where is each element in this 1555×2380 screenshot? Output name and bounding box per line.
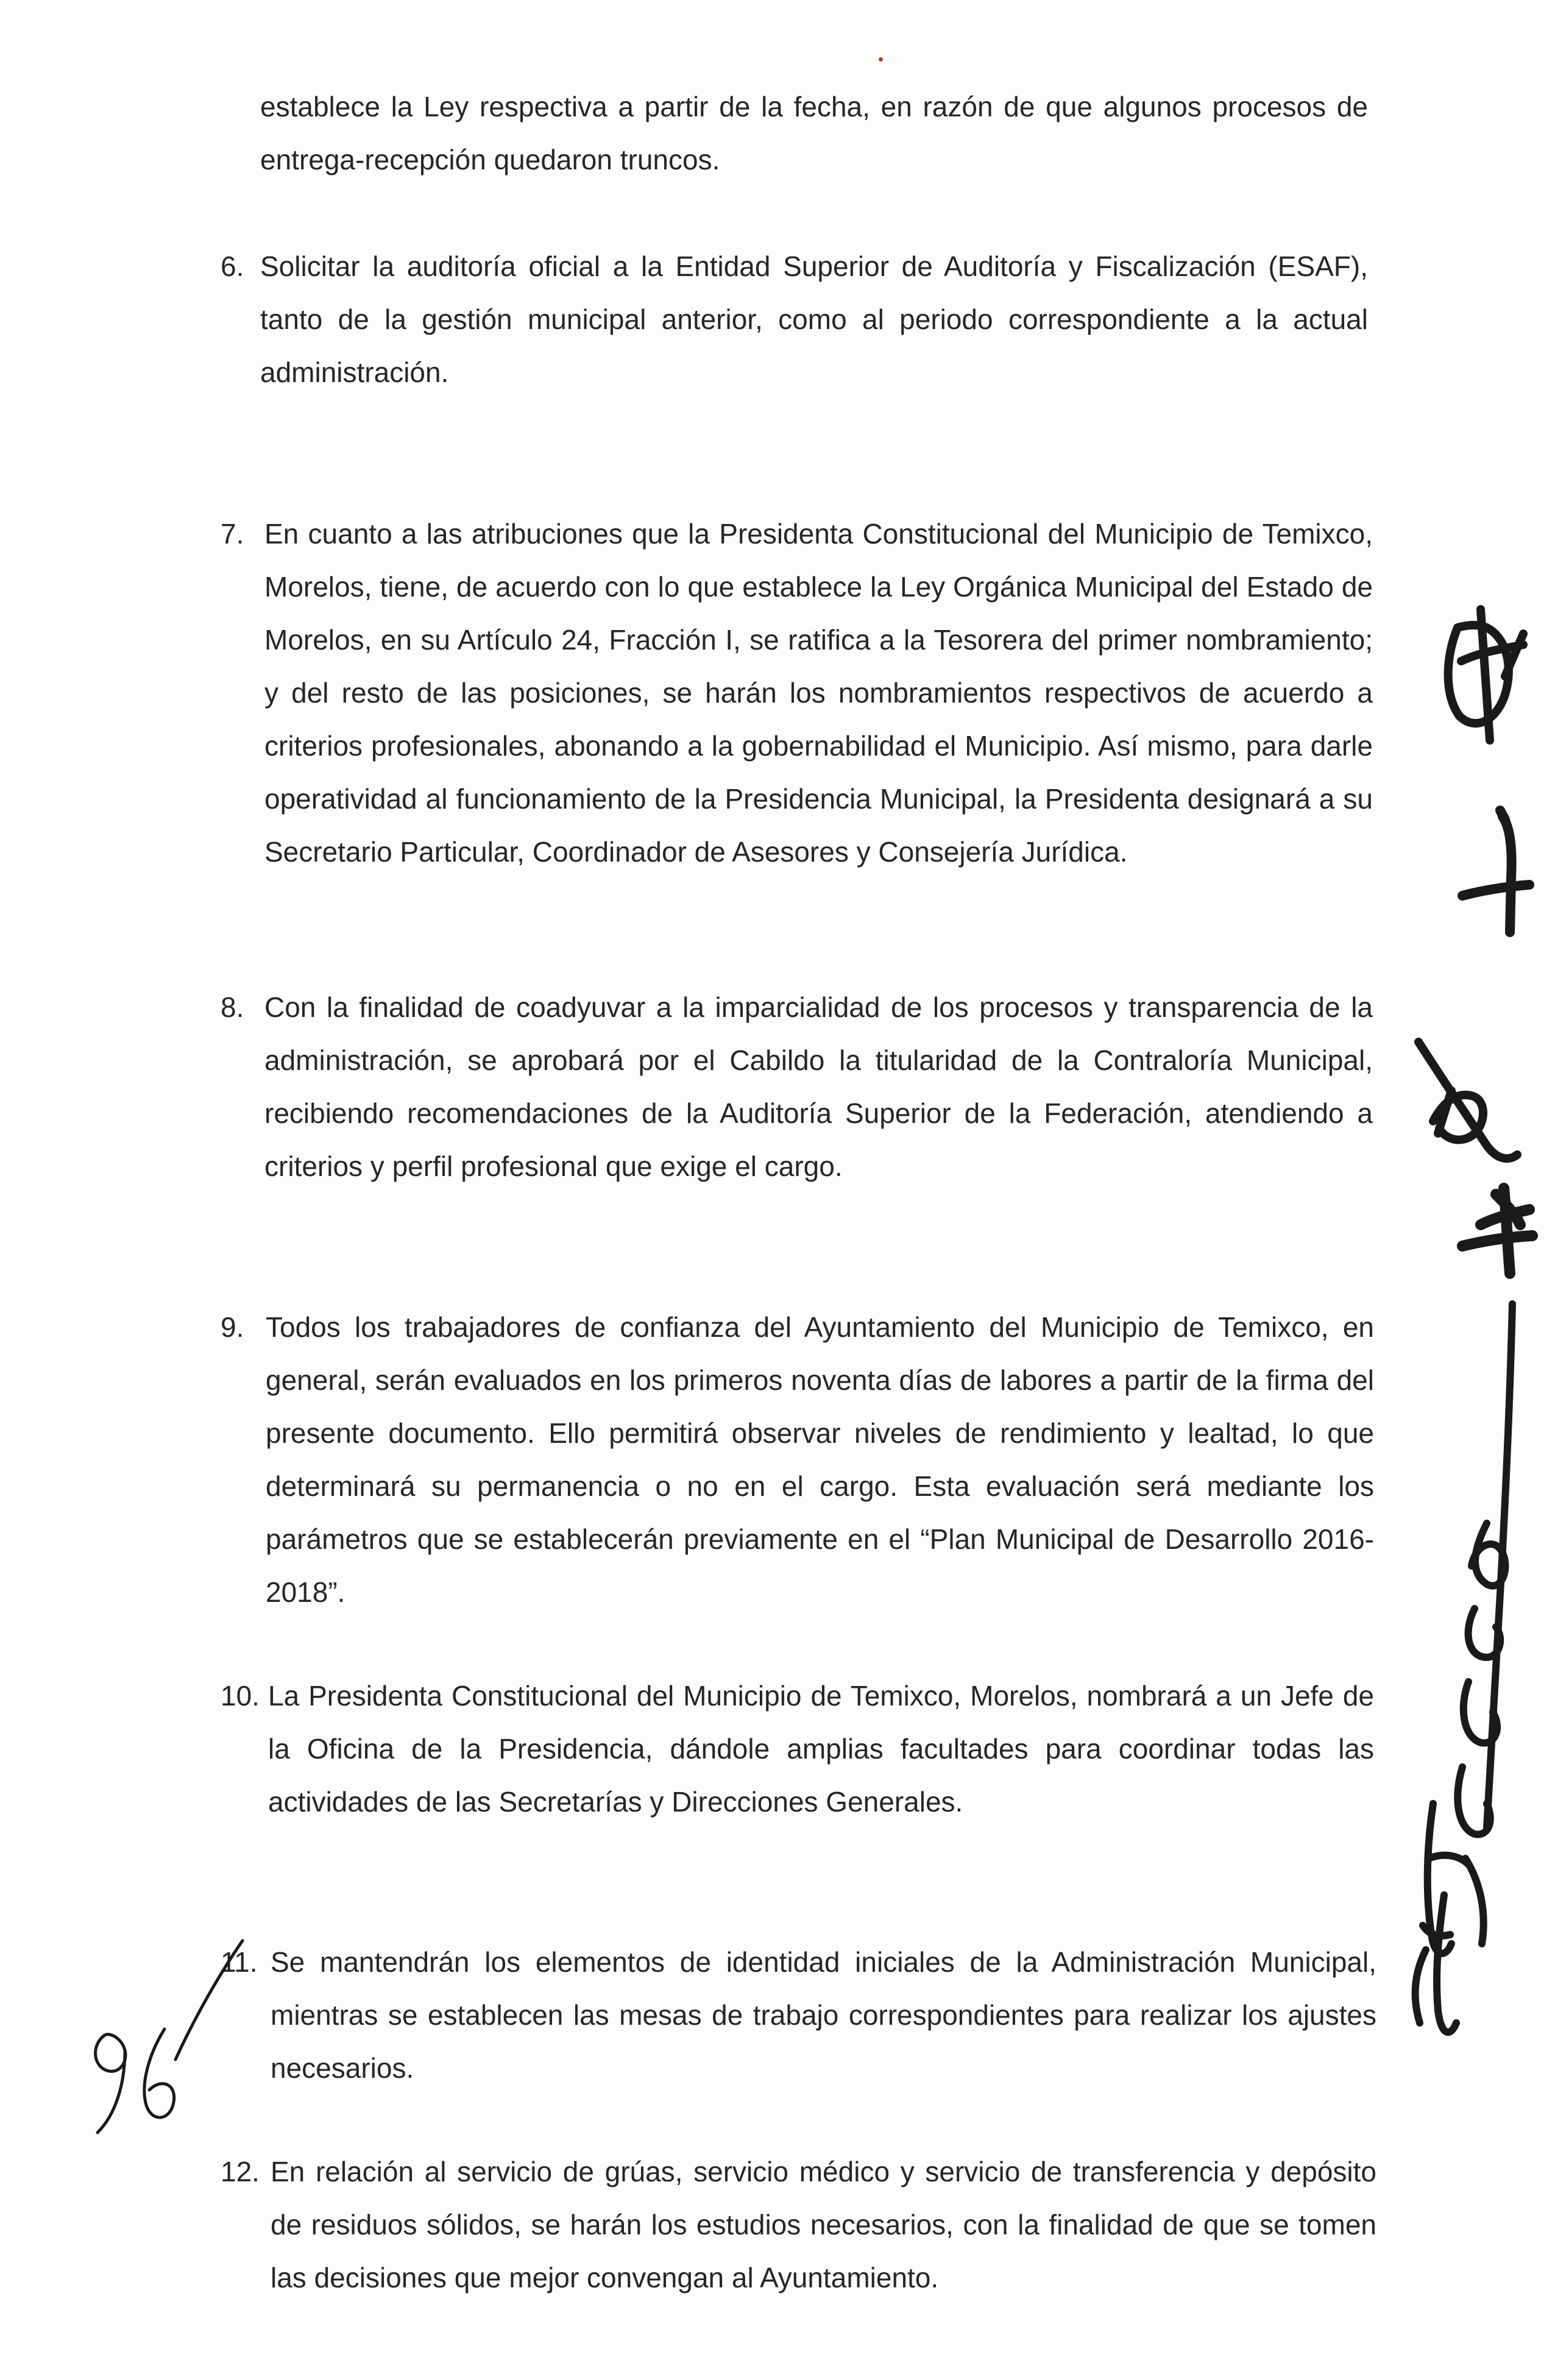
item-text: Solicitar la auditoría oficial a la Entidad Superior de Auditoría y Fiscalización (ESAF), tanto de la gestión municipal anterior, como al periodo correspondiente a la actual administración. [260, 250, 1368, 388]
item-number: 10. [221, 1680, 260, 1712]
margin-initial-mark-2 [1462, 810, 1529, 932]
margin-initial-mark-4 [1462, 1188, 1532, 1273]
margin-initial-mark-3 [1419, 1042, 1517, 1158]
list-item-8 [221, 981, 1373, 1193]
item-number: 6. [221, 250, 244, 282]
list-item-7 [221, 508, 1373, 985]
list-item-10 [221, 1670, 1374, 1829]
item-number: 11. [221, 1946, 258, 1978]
item-text: Se mantendrán los elementos de identidad iniciales de la Administración Municipal, mientras se establecen las mesas de trabajo correspondientes para realizar los ajustes necesarios. [271, 1946, 1376, 2084]
item-number: 9. [221, 1311, 244, 1343]
red-speck-mark [879, 57, 883, 62]
item-text: En relación al servicio de grúas, servicio médico y servicio de transferencia y depósito de residuos sólidos, se harán los estudios necesarios, con la finalidad de que se tomen las decisiones que mejor convengan al Ayuntamiento. [271, 2156, 1376, 2293]
list-item-9 [221, 1301, 1374, 1619]
margin-initial-mark-1 [1448, 609, 1523, 740]
item-text: Con la finalidad de coadyuvar a la imparcialidad de los procesos y transparencia de la administración, se aprobará por el Cabildo la titularidad de la Contraloría Municipal, recibiendo recomendaciones de la Auditoría Superior de la Federación, atendiendo a criterios y perfil profesional que exige el cargo. [264, 991, 1373, 1182]
item-text: La Presidenta Constitucional del Municipio de Temixco, Morelos, nombrará a un Jefe de la Oficina de la Presidencia, dándole amplias facultades para coordinar todas las actividades de las Secretarías y Direcciones Generales. [268, 1680, 1374, 1818]
list-item-11 [221, 1936, 1376, 2095]
item-number: 7. [221, 518, 244, 550]
item-text: En cuanto a las atribuciones que la Presidenta Constitucional del Municipio de Temixco, Morelos, tiene, de acuerdo con lo que establece la Ley Orgánica Municipal del Estado de Morelos, en su Artículo 24, Fracción I, se ratifica a la Tesorera del primer nombramiento; y del resto de las posiciones, se harán los nombramientos respectivos de acuerdo a criterios profesionales, abonando a la gobernabilidad el Municipio. Así mismo, para darle operatividad al funcionamiento de la Presidencia Municipal, la Presidenta designará a su Secretario Particular, Coordinador de Asesores y Consejería Jurídica. [264, 518, 1373, 868]
item-number: 8. [221, 991, 244, 1023]
item-text: Todos los trabajadores de confianza del Ayuntamiento del Municipio de Temixco, en general, serán evaluados en los primeros noventa días de labores a partir de la firma del presente documento. Ello permitirá observar niveles de rendimiento y lealtad, lo que determinará su permanencia o no en el cargo. Esta evaluación será mediante los parámetros que se establecerán previamente en el “Plan Municipal de Desarrollo 2016-2018”. [266, 1311, 1374, 1608]
list-item-6 [221, 240, 1368, 399]
item-number: 12. [221, 2156, 260, 2187]
list-item-12 [221, 2145, 1376, 2304]
intro-paragraph: establece la Ley respectiva a partir de la fecha, en razón de que algunos procesos de entrega-recepción quedaron truncos. [260, 91, 1368, 175]
signature [1415, 1304, 1512, 2032]
